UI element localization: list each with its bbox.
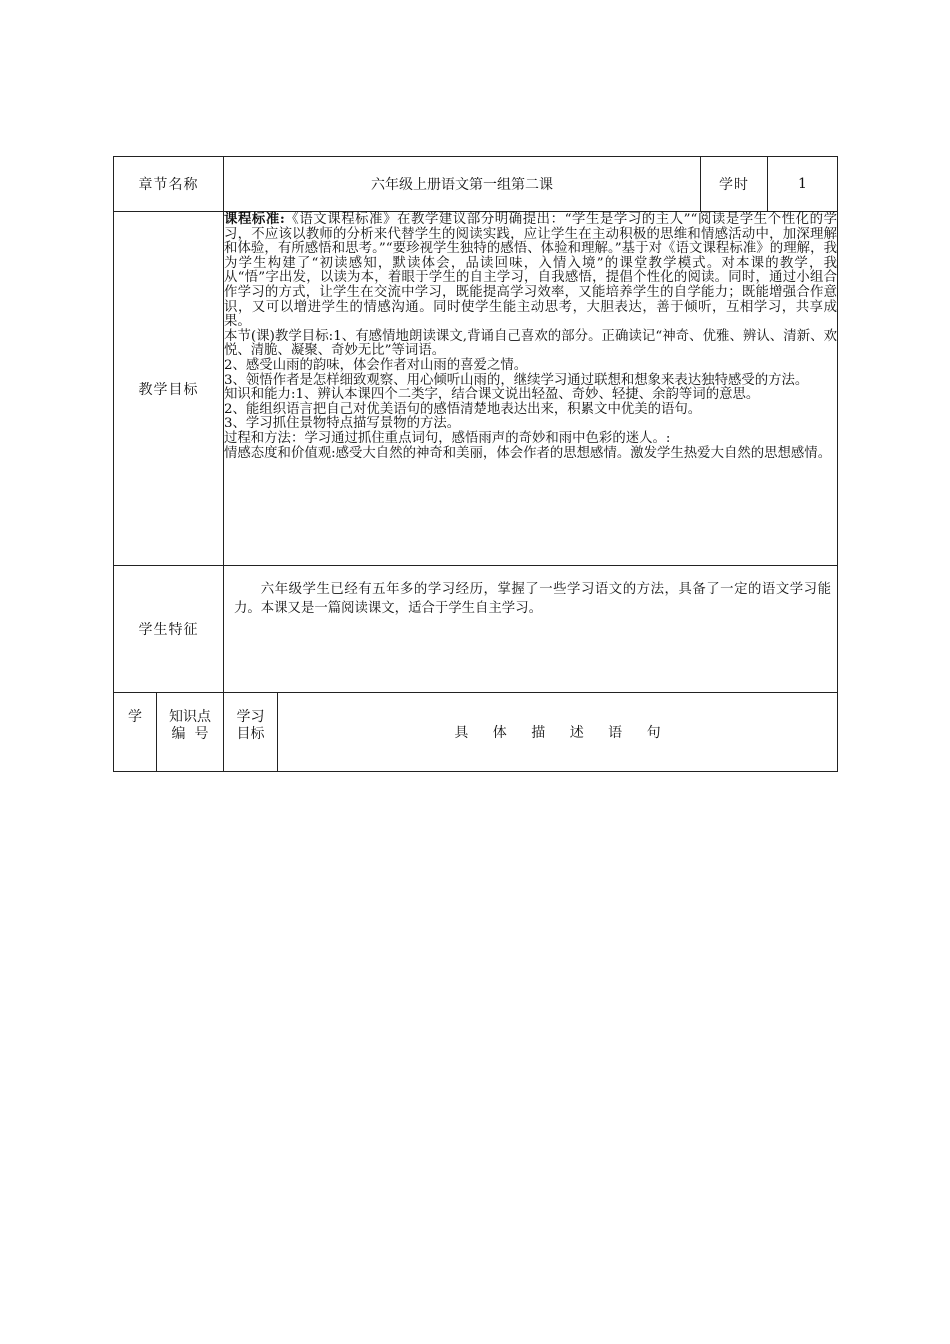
goals-label: 教学目标 [114,212,224,566]
goal-label: 目标 [236,726,265,742]
hours-label: 学时 [701,157,768,212]
learning-label: 学习 [236,709,265,725]
goal-paragraph: 本节(课)教学目标:1、有感情地朗读课文,背诵自己喜欢的部分。正确读记“神奇、优雅、辨认、清新、欢悦、清脆、凝聚、奇妙无比”等词语。 [224,328,837,359]
knowledge-label: 知识点 [169,709,211,725]
bottom-header-row [114,693,838,772]
goal-paragraph: 过程和方法：学习通过抓住重点词句，感悟雨声的奇妙和雨中色彩的迷人。: [224,430,671,446]
lesson-plan-table [113,156,838,772]
col-knowledge-number [157,693,224,772]
goal-paragraph: 3、学习抓住景物特点描写景物的方法。 [224,416,461,432]
number-label: 编 号 [171,726,209,742]
goals-row [114,212,838,566]
students-label: 学生特征 [114,566,224,693]
header-row [114,157,838,212]
standard-heading: 课程标准: [224,211,285,227]
chapter-value: 六年级上册语文第一组第二课 [224,157,701,212]
goal-paragraph: 知识和能力:1、辨认本课四个二类字，结合课文说出轻盈、奇妙、轻捷、余韵等词的意思。 [224,387,760,403]
col-description: 具 体 描 述 语 句 [278,693,838,772]
col-learning-goal [224,693,278,772]
students-row [114,566,838,693]
chapter-label: 章节名称 [114,157,224,212]
standard-text: 《语文课程标准》在教学建议部分明确提出：“学生是学习的主人”“阅读是学生个性化的学习，不应该以教师的分析来代替学生的阅读实践，应让学生在主动积极的思维和情感活动中，加深理解和体验，有所感悟和思考。”“要珍视学生独特的感悟、体验和理解。”基于对《语文课程标准》的理解，我为学生构建了“初读感知，默读体会，品读回味，入情入境”的课堂教学模式。对本课的教学，我从“悟”字出发，以读为本，着眼于学生的自主学习，自我感悟，提倡个性化的阅读。同时，通过小组合作学习的方式，让学生在交流中学习，既能提高学习效率，又能培养学生的自学能力；既能增强合作意识，又可以增进学生的情感沟通。同时使学生能主动思考，大胆表达，善于倾听，互相学习，共享成果。 [224,212,837,330]
goal-paragraph: 2、能组织语言把自己对优美语句的感悟清楚地表达出来，积累文中优美的语句。 [224,401,702,417]
goals-standard-paragraph [224,212,837,330]
hours-value: 1 [768,157,838,212]
goal-paragraph: 2、感受山雨的韵味，体会作者对山雨的喜爱之情。 [224,357,528,373]
col-xue: 学 [114,693,157,772]
goal-paragraph: 3、领悟作者是怎样细致观察、用心倾听山雨的，继续学习通过联想和想象来表达独特感受的方法。 [224,372,809,388]
goal-paragraph: 情感态度和价值观:感受大自然的神奇和美丽，体会作者的思想感情。激发学生热爱大自然的思想感情。 [224,445,832,461]
students-content: 六年级学生已经有五年多的学习经历，掌握了一些学习语文的方法，具备了一定的语文学习能力。本课又是一篇阅读课文，适合于学生自主学习。 [224,566,838,693]
lesson-plan-sheet [113,156,837,772]
goals-content [224,212,838,566]
